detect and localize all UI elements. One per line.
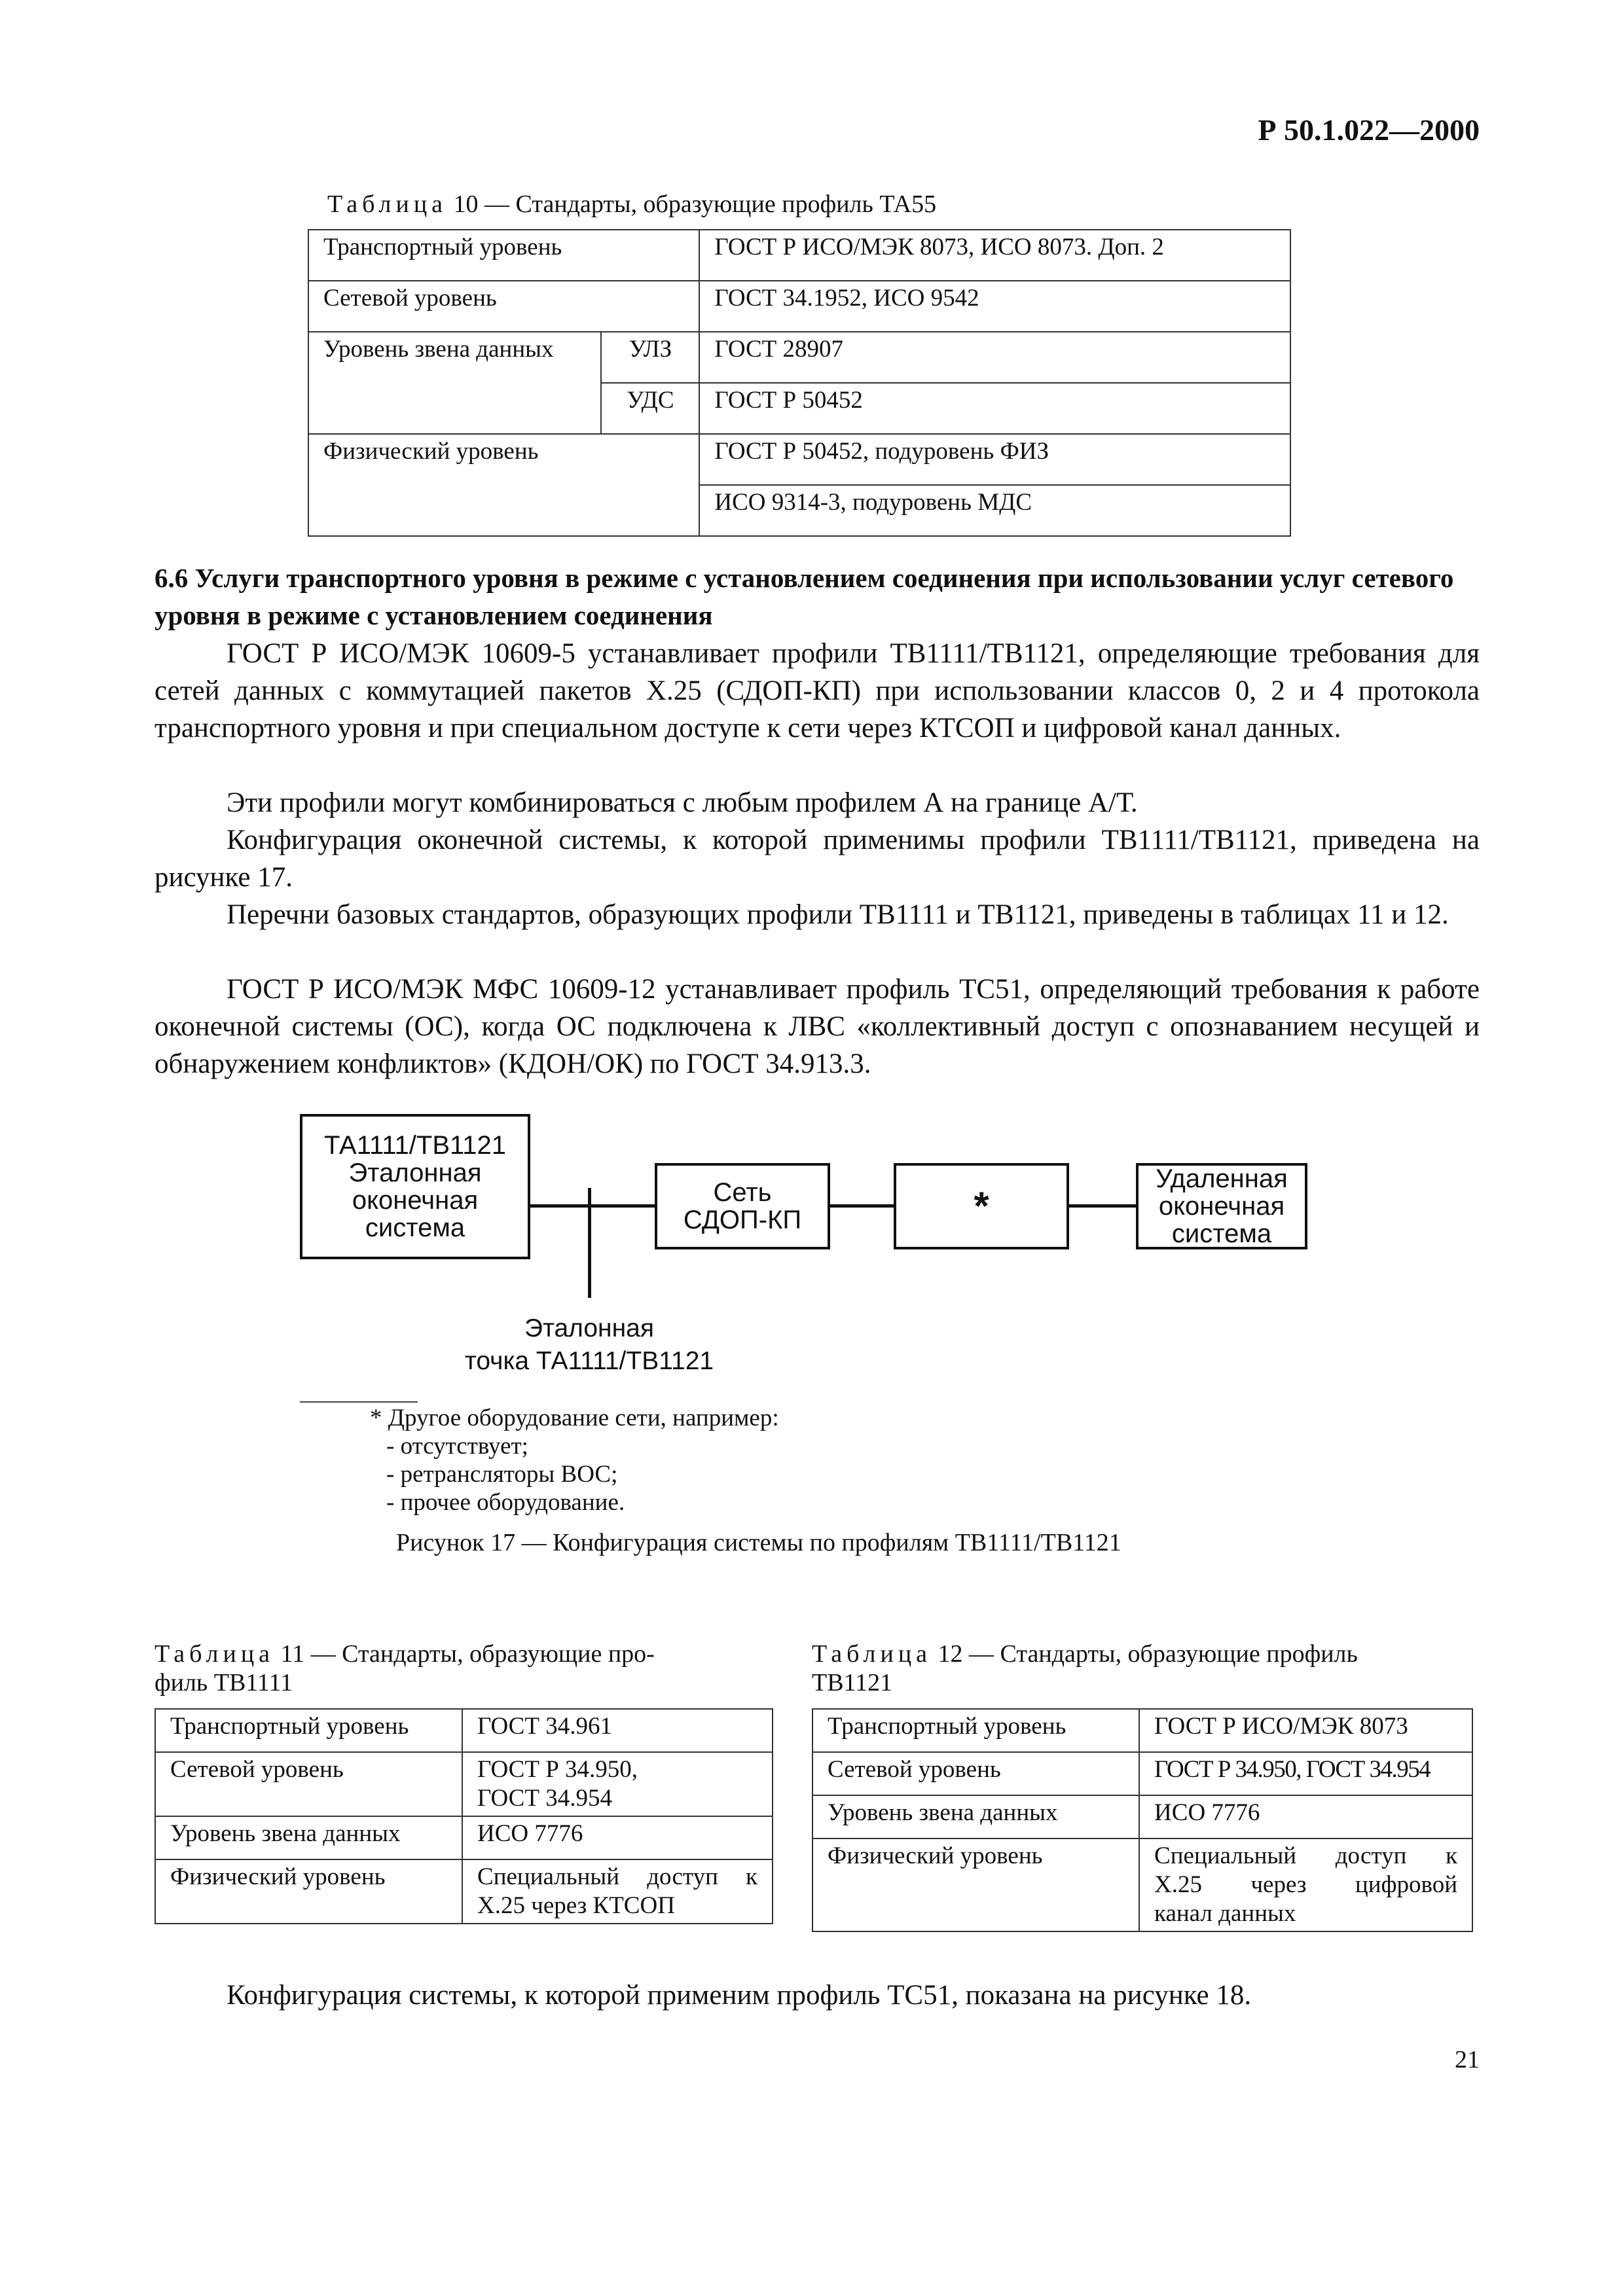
table-cell: ГОСТ Р 34.950, ГОСТ 34.954 (1139, 1752, 1472, 1795)
remote-end-system-box (1136, 1163, 1307, 1249)
box-text: система (365, 1213, 465, 1242)
table-cell: Физический уровень (308, 434, 699, 536)
table-cell: Уровень звена данных (155, 1816, 462, 1859)
table-cell: ИСО 7776 (462, 1816, 773, 1859)
network-box (655, 1163, 830, 1249)
table-cell: ГОСТ Р ИСО/МЭК 8073, ИСО 8073. Доп. 2 (699, 230, 1290, 281)
cell-line: Специальный доступ к (477, 1863, 757, 1890)
table-row (155, 1752, 773, 1816)
table-row (308, 281, 1290, 332)
table12-caption: Таблица 12 — Стандарты, образующие профиль ТВ1121 (812, 1640, 1358, 1696)
figure17-notes (370, 1404, 1025, 1516)
box-text: ТА1111/ТВ1121 (323, 1131, 507, 1160)
cell-line: канал данных (1154, 1900, 1296, 1927)
table-cell: Физический уровень (812, 1839, 1139, 1931)
table-cell: ГОСТ 28907 (699, 332, 1290, 383)
table-row (812, 1752, 1472, 1795)
table-cell (462, 1859, 773, 1924)
paragraph: ГОСТ Р ИСО/МЭК МФС 10609-12 устанавливает профиль ТС51, определяющий требования к работе оконечной системы (ОС), когда ОС подключена к ЛВС «коллективный доступ с опознаванием несущей и обнаружением конфликтов» (КДОН/ОК) по ГОСТ 34.913.3. (155, 974, 1480, 1079)
table-cell: Уровень звена данных (812, 1795, 1139, 1839)
table11-caption: Таблица 11 — Стандарты, образующие про- филь ТВ1111 (155, 1640, 655, 1696)
connector-line (1069, 1204, 1136, 1208)
reference-point-label (445, 1312, 733, 1378)
table11 (155, 1708, 773, 1924)
paragraph: Эти профили могут комбинироваться с любым профилем А на границе А/Т. (227, 787, 1138, 818)
label-text: Эталонная (524, 1314, 654, 1342)
note-line: * Другое оборудование сети, например: (370, 1405, 779, 1431)
box-text: Удаленная (1156, 1164, 1288, 1193)
table-row (308, 434, 1290, 485)
note-line: - прочее оборудование. (386, 1489, 625, 1516)
closing-paragraph: Конфигурация системы, к которой применим профиль ТС51, показана на рисунке 18. (227, 1980, 1252, 2011)
paragraph: Перечни базовых стандартов, образующих профили ТВ1111 и ТВ1121, приведены в таблицах 11 и 12. (227, 899, 1449, 930)
footnote-rule (300, 1401, 418, 1403)
label-text: точка ТА1111/ТВ1121 (464, 1347, 714, 1375)
table-cell: ГОСТ 34.1952, ИСО 9542 (699, 281, 1290, 332)
other-equipment-box: * (894, 1163, 1069, 1249)
table10 (308, 229, 1291, 537)
table-cell: Сетевой уровень (155, 1752, 462, 1816)
cell-line: ГОСТ 34.954 (477, 1785, 612, 1812)
reference-point-marker (588, 1188, 591, 1298)
reference-end-system-box (300, 1114, 530, 1259)
table-cell: ГОСТ Р 50452 (699, 383, 1290, 434)
table-cell: ИСО 9314-3, подуровень МДС (699, 485, 1290, 536)
table-row (812, 1839, 1472, 1931)
table-cell: ГОСТ Р 50452, подуровень ФИЗ (699, 434, 1290, 485)
table-cell: Уровень звена данных (308, 332, 601, 434)
table-cell (462, 1752, 773, 1816)
table-row (812, 1709, 1472, 1752)
table-cell: Транспортный уровень (308, 230, 699, 281)
table12 (812, 1708, 1473, 1932)
table10-caption: Таблица 10 — Стандарты, образующие профиль ТА55 (327, 190, 937, 218)
paragraph: Конфигурация оконечной системы, к которой применимы профили ТВ1111/ТВ1121, приведена на рисунке 17. (155, 825, 1480, 893)
box-text: Сеть (713, 1178, 772, 1207)
table-cell: ГОСТ Р ИСО/МЭК 8073 (1139, 1709, 1472, 1752)
document-code: Р 50.1.022—2000 (1258, 113, 1480, 147)
table-cell: УДС (601, 383, 699, 434)
table-cell (1139, 1839, 1472, 1931)
table-cell: Сетевой уровень (812, 1752, 1139, 1795)
table-row (308, 230, 1290, 281)
table-row (155, 1859, 773, 1924)
note-line: - отсутствует; (386, 1433, 528, 1460)
table-row (812, 1795, 1472, 1839)
table-cell: ГОСТ 34.961 (462, 1709, 773, 1752)
table-row (155, 1709, 773, 1752)
table-cell: Транспортный уровень (812, 1709, 1139, 1752)
table-row (155, 1816, 773, 1859)
table-cell: УЛЗ (601, 332, 699, 383)
figure17-caption: Рисунок 17 — Конфигурация системы по профилям ТВ1111/ТВ1121 (396, 1529, 1122, 1556)
table-row (308, 332, 1290, 383)
cell-line: Х.25 через цифровой (1154, 1871, 1457, 1898)
connector-line (530, 1204, 655, 1208)
table-cell: ИСО 7776 (1139, 1795, 1472, 1839)
table-cell: Физический уровень (155, 1859, 462, 1924)
box-text: СДОП-КП (683, 1206, 802, 1234)
paragraph: ГОСТ Р ИСО/МЭК 10609-5 устанавливает профили ТВ1111/ТВ1121, определяющие требования для сетей данных с коммутацией пакетов Х.25 (СДОП-КП) при использовании классов 0, 2 и 4 протокола транспортного уровня и при специальном доступе к сети через КТСОП и цифровой канал данных. (155, 638, 1480, 744)
section-title: 6.6 Услуги транспортного уровня в режиме с установлением соединения при использовании услуг сетевого уровня в режиме с установлением соединения (155, 563, 1454, 630)
table-cell: Транспортный уровень (155, 1709, 462, 1752)
page-number: 21 (1455, 2046, 1480, 2073)
box-text: система (1171, 1219, 1272, 1248)
box-text: оконечная (352, 1186, 479, 1215)
box-text: оконечная (1158, 1192, 1285, 1221)
box-text: Эталонная (348, 1158, 482, 1187)
cell-line: Х.25 через КТСОП (477, 1892, 675, 1919)
note-line: - ретрансляторы ВОС; (386, 1461, 618, 1488)
connector-line (830, 1204, 894, 1208)
cell-line: ГОСТ Р 34.950, (477, 1756, 638, 1783)
cell-line: Специальный доступ к (1154, 1842, 1457, 1869)
table-cell: Сетевой уровень (308, 281, 699, 332)
